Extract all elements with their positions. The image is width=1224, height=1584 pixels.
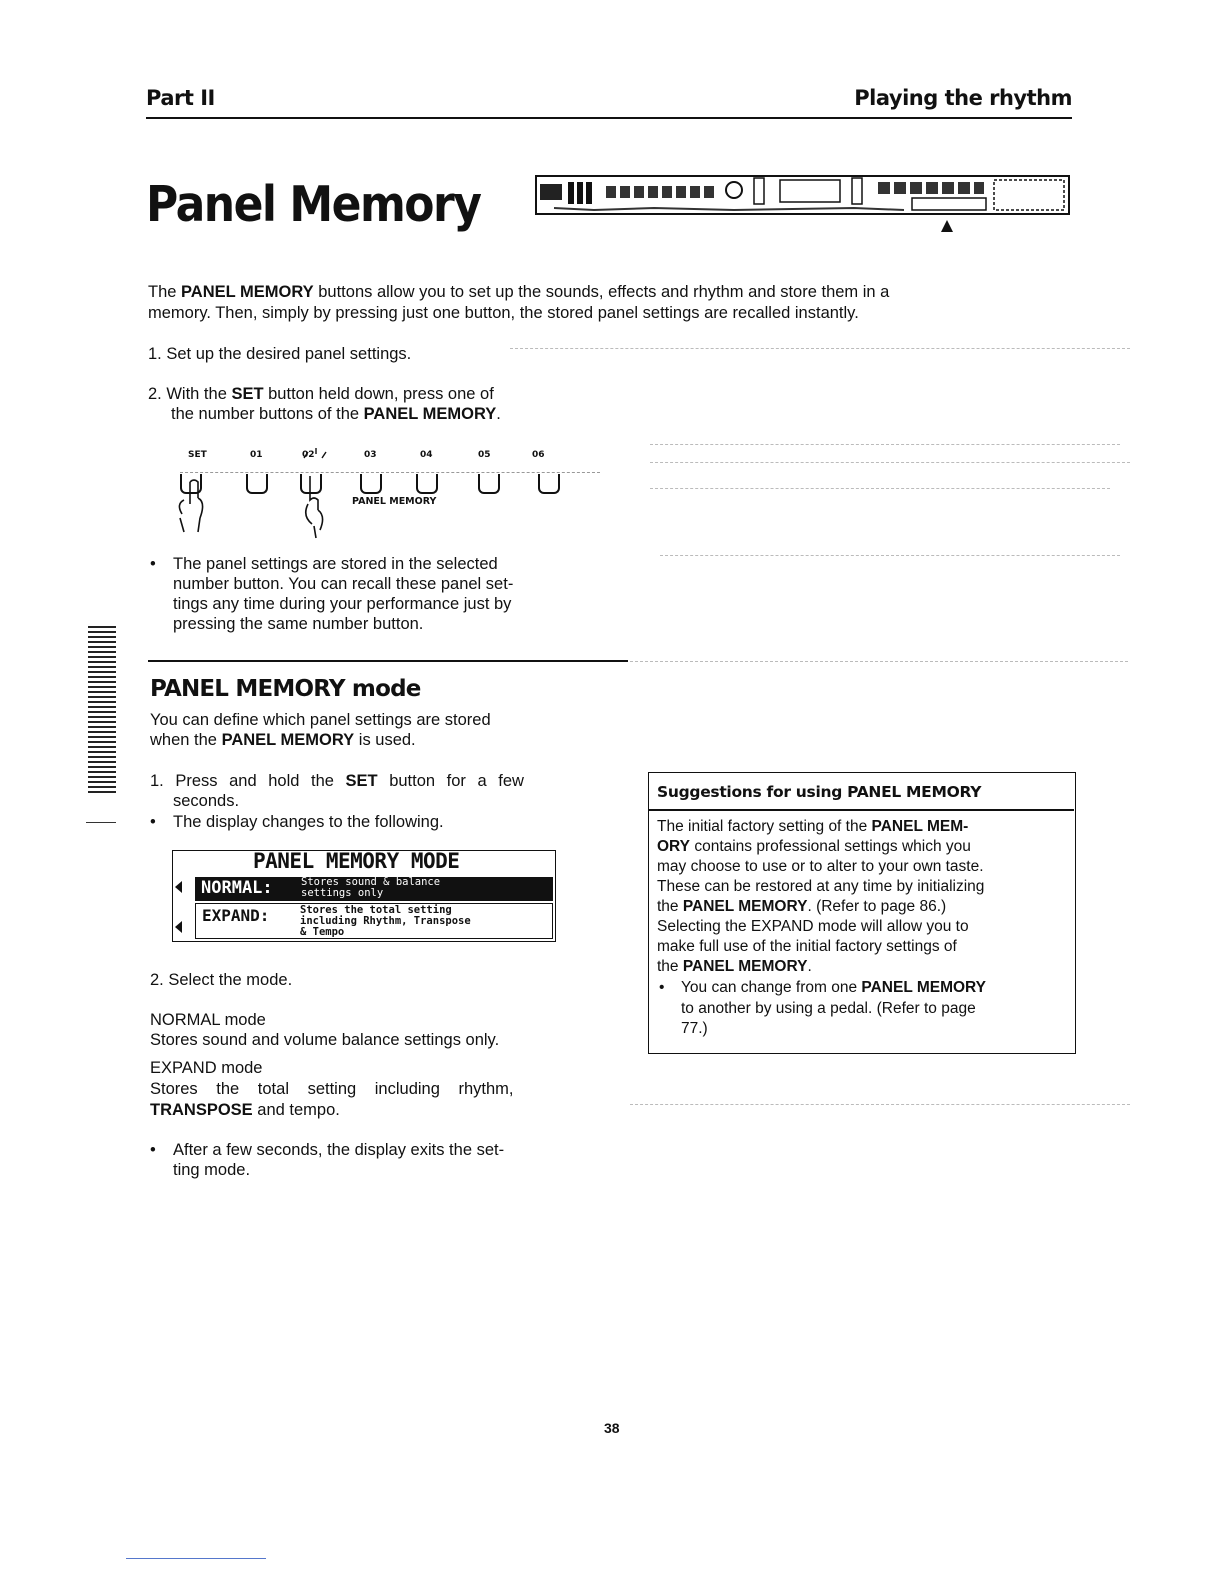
suggestions-line-6: Selecting the EXPAND mode will allow you to bbox=[657, 918, 969, 935]
panel-memory-caption: PANEL MEMORY bbox=[352, 496, 437, 507]
keyboard-panel-illustration bbox=[534, 172, 1072, 234]
key-label-03: 03 bbox=[364, 450, 377, 460]
mode-desc-line-1: You can define which panel settings are stored bbox=[150, 711, 491, 729]
lcd-normal-desc-2: settings only bbox=[301, 887, 384, 899]
set-key-label: SET bbox=[188, 450, 207, 460]
lcd-expand-desc-3: & Tempo bbox=[300, 926, 345, 938]
bullet-dot-2: • bbox=[150, 813, 156, 831]
lcd-expand-label: EXPAND: bbox=[202, 906, 270, 925]
mode-step-1-line-1: 1. Press and hold the SET button for a few bbox=[150, 772, 524, 790]
exit-note-line-2: ting mode. bbox=[173, 1161, 251, 1179]
mode-desc-line-2: when the PANEL MEMORY is used. bbox=[150, 731, 416, 749]
suggestions-line-8: the PANEL MEMORY. bbox=[657, 958, 812, 975]
suggestions-bullet-line-1: You can change from one PANEL MEMORY bbox=[681, 979, 986, 996]
section-rule bbox=[148, 660, 628, 662]
stored-note-line-1: The panel settings are stored in the selected bbox=[173, 555, 498, 573]
mode-step-1-line-2: seconds. bbox=[173, 792, 240, 810]
panel-memory-button-05 bbox=[478, 474, 500, 494]
suggestions-title: Suggestions for using PANEL MEMORY bbox=[657, 783, 982, 801]
bullet-dot-1: • bbox=[150, 555, 156, 573]
section-label: Playing the rhythm bbox=[854, 86, 1072, 110]
key-label-06: 06 bbox=[532, 450, 545, 460]
footnote-rule bbox=[126, 1558, 266, 1559]
suggestions-title-rule bbox=[649, 809, 1074, 811]
exit-note-line-1: After a few seconds, the display exits the set- bbox=[173, 1141, 505, 1159]
lcd-display bbox=[172, 850, 556, 942]
stored-note-line-4: pressing the same number button. bbox=[173, 615, 424, 633]
margin-rule bbox=[86, 822, 116, 823]
button-rail bbox=[180, 472, 600, 473]
stored-note-line-3: tings any time during your performance just by bbox=[173, 595, 512, 613]
hand-pressing-set-icon bbox=[170, 474, 230, 534]
step-2-line-1: 2. With the SET button held down, press one of bbox=[148, 385, 494, 403]
page-number: 38 bbox=[604, 1420, 620, 1436]
display-changes-note: The display changes to the following. bbox=[173, 813, 444, 831]
panel-memory-button-03 bbox=[360, 474, 382, 494]
normal-mode-text: Stores sound and volume balance settings only. bbox=[150, 1031, 500, 1049]
suggestions-line-5: the PANEL MEMORY. (Refer to page 86.) bbox=[657, 898, 947, 915]
key-label-02: 02 bbox=[302, 450, 315, 460]
panel-memory-button-06 bbox=[538, 474, 560, 494]
lcd-title: PANEL MEMORY MODE bbox=[253, 849, 460, 873]
lcd-expand-row bbox=[195, 903, 553, 939]
expand-mode-text-1: Stores the total setting including rhythm, bbox=[150, 1080, 514, 1098]
expand-mode-title: EXPAND mode bbox=[150, 1059, 263, 1077]
part-label: Part II bbox=[146, 86, 215, 110]
lcd-normal-desc-1: Stores sound & balance bbox=[301, 876, 441, 888]
mode-step-2: 2. Select the mode. bbox=[150, 971, 293, 989]
bullet-dot-4: • bbox=[659, 979, 665, 996]
bullet-dot-3: • bbox=[150, 1141, 156, 1159]
margin-tick-marks bbox=[88, 626, 116, 796]
suggestions-line-1: The initial factory setting of the PANEL MEM- bbox=[657, 818, 969, 835]
lcd-expand-desc-1: Stores the total setting bbox=[300, 904, 452, 916]
suggestions-bullet-line-2: to another by using a pedal. (Refer to page bbox=[681, 1000, 976, 1017]
step-2-line-2: the number buttons of the PANEL MEMORY. bbox=[171, 405, 501, 423]
key-label-04: 04 bbox=[420, 450, 433, 460]
lcd-expand-desc-2: including Rhythm, Transpose bbox=[300, 915, 471, 927]
suggestions-line-7: make full use of the initial factory settings of bbox=[657, 938, 957, 955]
page-title: Panel Memory bbox=[146, 176, 481, 234]
key-label-01: 01 bbox=[250, 450, 263, 460]
intro-line-1: The PANEL MEMORY buttons allow you to set up the sounds, effects and rhythm and store them in a bbox=[148, 283, 890, 301]
lcd-arrow-expand-icon bbox=[175, 921, 182, 933]
lcd-normal-label: NORMAL: bbox=[201, 878, 273, 898]
suggestions-line-4: These can be restored at any time by initializing bbox=[657, 878, 985, 895]
intro-line-2: memory. Then, simply by pressing just one button, the stored panel settings are recalled instantly. bbox=[148, 304, 859, 322]
key-label-05: 05 bbox=[478, 450, 491, 460]
suggestions-bullet-line-3: 77.) bbox=[681, 1020, 708, 1037]
header-rule bbox=[146, 117, 1072, 119]
lcd-arrow-normal-icon bbox=[175, 881, 182, 893]
normal-mode-title: NORMAL mode bbox=[150, 1011, 266, 1029]
suggestions-box bbox=[648, 772, 1076, 1054]
expand-mode-text-2: TRANSPOSE and tempo. bbox=[150, 1101, 340, 1119]
panel-memory-button-01 bbox=[246, 474, 268, 494]
suggestions-line-3: may choose to use or to alter to your own taste. bbox=[657, 858, 984, 875]
panel-diagram-icon bbox=[534, 172, 1072, 234]
hand-pressing-02-icon bbox=[296, 440, 336, 540]
suggestions-line-2: ORY contains professional settings which you bbox=[657, 838, 971, 855]
lcd-normal-row bbox=[195, 877, 553, 901]
step-1: 1. Set up the desired panel settings. bbox=[148, 345, 412, 363]
panel-memory-button-04 bbox=[416, 474, 438, 494]
mode-section-heading: PANEL MEMORY mode bbox=[150, 676, 421, 702]
stored-note-line-2: number button. You can recall these panel set- bbox=[173, 575, 514, 593]
